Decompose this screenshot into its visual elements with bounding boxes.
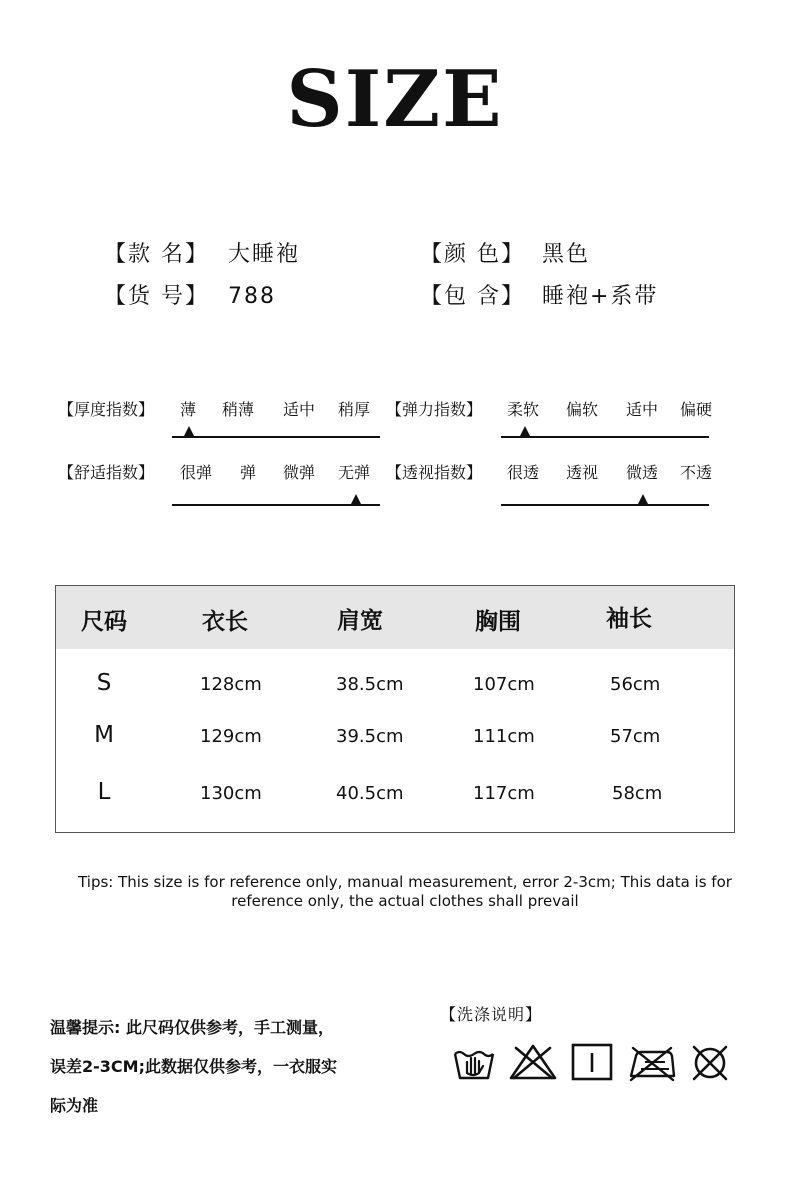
- product-sku-label: 【货 号】: [104, 284, 209, 309]
- size-label: L: [97, 779, 111, 805]
- product-color-label: 【颜 色】: [420, 242, 525, 267]
- header-sleeve: 袖长: [606, 606, 652, 632]
- elasticity-option: 偏硬: [680, 400, 713, 419]
- comfort-selected-marker: [351, 494, 361, 504]
- transparency-option: 透视: [566, 463, 599, 482]
- elasticity-selected-marker: [520, 426, 530, 436]
- thickness-selected-marker: [184, 426, 194, 436]
- thickness-option: 薄: [180, 400, 197, 419]
- thickness-option: 稍薄: [222, 400, 255, 419]
- thickness-option: 稍厚: [338, 400, 371, 419]
- tips-note: [40, 873, 770, 911]
- do-not-bleach-icon: [508, 1042, 558, 1082]
- warm-tip-line: 温馨提示: 此尺码仅供参考，手工测量，: [50, 1018, 334, 1037]
- product-color-value: 黑色: [542, 242, 591, 267]
- table-cell: 56cm: [610, 674, 661, 695]
- thickness-index-label: 【厚度指数】: [58, 400, 155, 419]
- size-label: M: [94, 722, 114, 748]
- table-cell: 129cm: [200, 726, 262, 747]
- do-not-dry-clean-icon: [690, 1042, 730, 1082]
- table-cell: 39.5cm: [336, 726, 404, 747]
- table-cell: 128cm: [200, 674, 262, 695]
- comfort-option: 无弹: [338, 463, 371, 482]
- thickness-scale-line: [172, 436, 380, 438]
- header-chest: 胸围: [475, 609, 521, 635]
- table-cell: 38.5cm: [336, 674, 404, 695]
- table-cell: 130cm: [200, 783, 262, 804]
- elasticity-option: 偏软: [566, 400, 599, 419]
- size-label: S: [96, 670, 112, 696]
- transparency-option: 很透: [507, 463, 540, 482]
- transparency-selected-marker: [638, 494, 648, 504]
- product-sku-value: 788: [228, 284, 276, 309]
- tips-line: reference only, the actual clothes shall prevail: [231, 892, 579, 910]
- wash-instructions-title: 【洗涤说明】: [440, 1005, 543, 1024]
- header-size: 尺码: [81, 609, 127, 635]
- table-cell: 58cm: [612, 783, 663, 804]
- transparency-option: 微透: [626, 463, 659, 482]
- table-cell: 107cm: [473, 674, 535, 695]
- warm-tip-line: 误差2-3CM;此数据仅供参考，一衣服实: [50, 1057, 337, 1076]
- size-table: [55, 585, 735, 833]
- hang-dry-icon: [570, 1042, 614, 1082]
- comfort-option: 很弹: [180, 463, 213, 482]
- product-name-value: 大睡袍: [228, 242, 301, 267]
- transparency-index-label: 【透视指数】: [386, 463, 483, 482]
- header-shoulder: 肩宽: [337, 608, 383, 634]
- transparency-option: 不透: [680, 463, 713, 482]
- thickness-option: 适中: [283, 400, 316, 419]
- product-name-label: 【款 名】: [104, 242, 209, 267]
- do-not-iron-icon: [627, 1042, 677, 1082]
- hand-wash-icon: [452, 1042, 496, 1082]
- comfort-scale-line: [172, 504, 380, 506]
- comfort-index-label: 【舒适指数】: [58, 463, 155, 482]
- product-contents-label: 【包 含】: [420, 284, 525, 309]
- comfort-option: 微弹: [283, 463, 316, 482]
- product-contents-value: 睡袍+系带: [542, 284, 659, 309]
- elasticity-option: 柔软: [507, 400, 540, 419]
- table-cell: 117cm: [473, 783, 535, 804]
- elasticity-option: 适中: [626, 400, 659, 419]
- warm-tip: [50, 1008, 390, 1125]
- header-length: 衣长: [202, 609, 248, 635]
- page-title: SIZE: [286, 54, 504, 145]
- table-cell: 57cm: [610, 726, 661, 747]
- elasticity-scale-line: [501, 436, 709, 438]
- table-cell: 40.5cm: [336, 783, 404, 804]
- comfort-option: 弹: [240, 463, 257, 482]
- table-cell: 111cm: [473, 726, 535, 747]
- tips-line: Tips: This size is for reference only, manual measurement, error 2-3cm; This data is for: [78, 873, 732, 891]
- elasticity-index-label: 【弹力指数】: [386, 400, 483, 419]
- warm-tip-line: 际为准: [50, 1096, 99, 1115]
- transparency-scale-line: [501, 504, 709, 506]
